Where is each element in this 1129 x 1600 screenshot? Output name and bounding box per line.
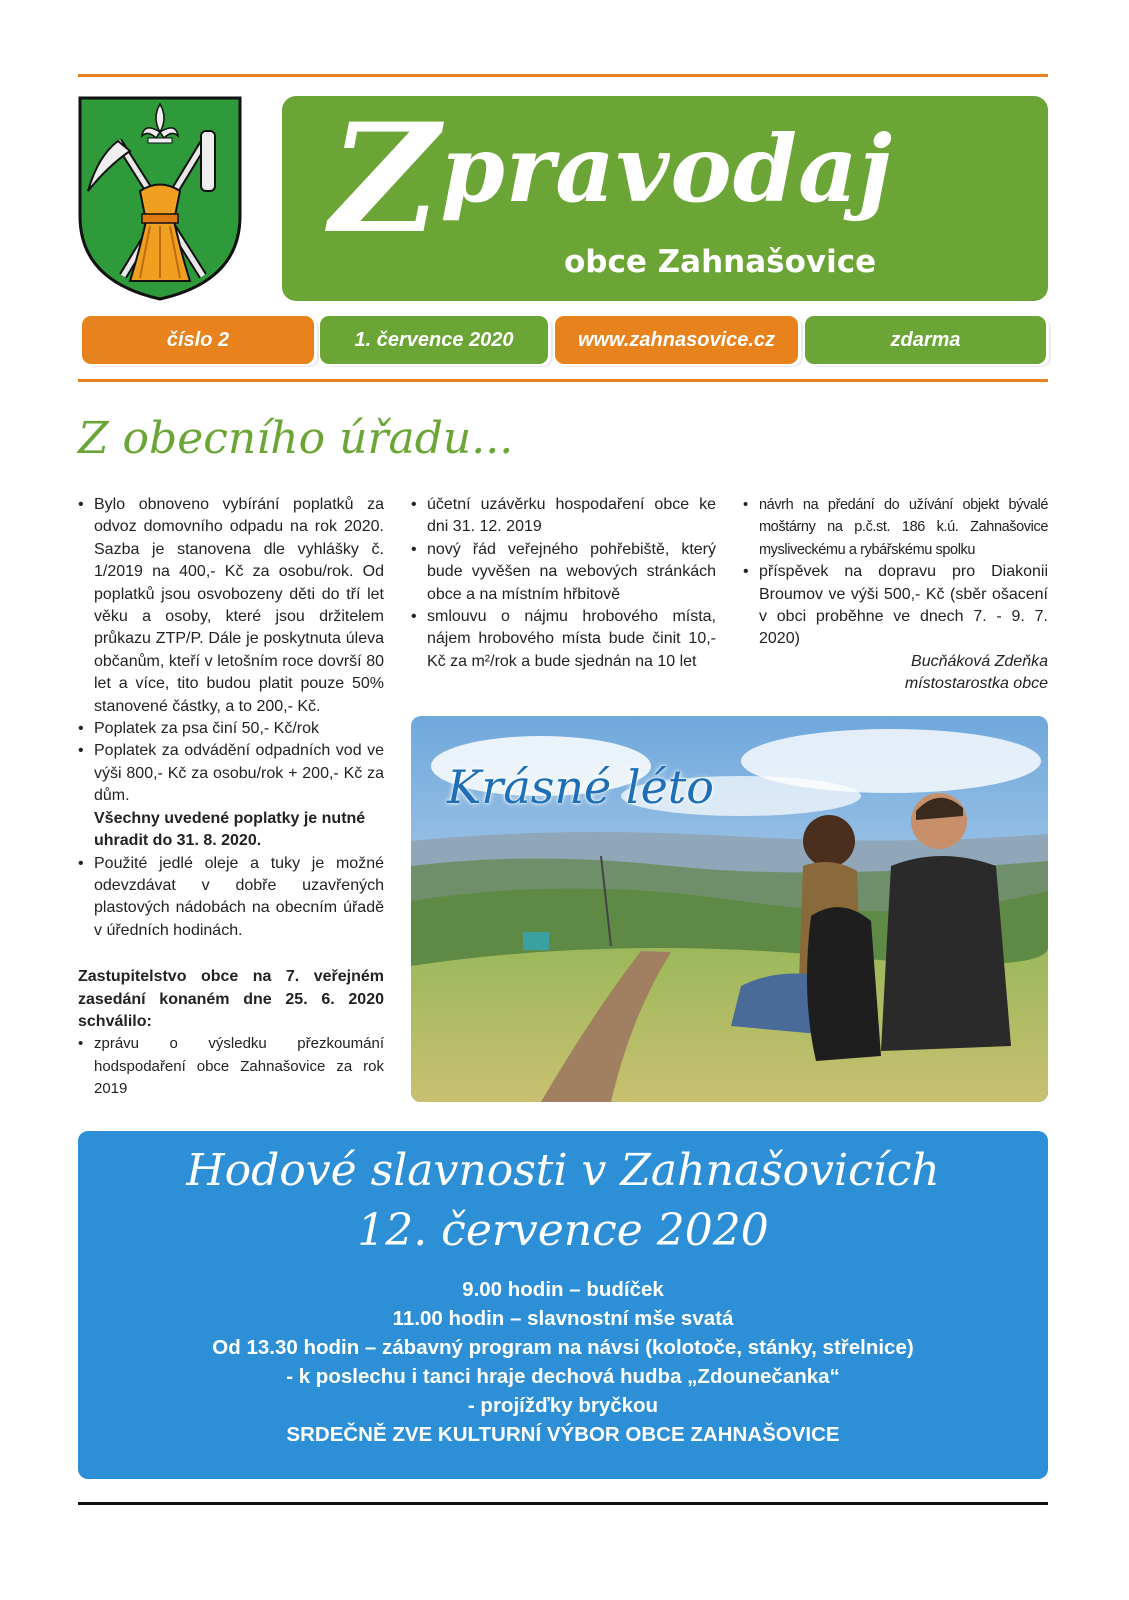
coat-of-arms-icon bbox=[78, 96, 242, 301]
signature-name: Bucňáková Zdeňka bbox=[911, 652, 1048, 670]
event-program-line: Od 13.30 hodin – zábavný program na návsi (kolotoče, stánky, střelnice) bbox=[212, 1336, 914, 1359]
list-item: • nový řád veřejného pohřebiště, který bude vyvěšen na webových stránkách obce a na místním hřbitově bbox=[411, 539, 716, 606]
header-divider bbox=[78, 379, 1048, 382]
title-rest: pravodaj bbox=[440, 115, 893, 223]
column-3 bbox=[743, 494, 1048, 696]
list-item: • Poplatek za odvádění odpadních vod ve výši 800,- Kč za osobu/rok + 200,- Kč za dům. bbox=[78, 740, 384, 807]
issue-number-badge: číslo 2 bbox=[82, 316, 314, 364]
column-2 bbox=[411, 494, 716, 673]
newsletter-subtitle: obce Zahnašovice bbox=[564, 244, 877, 280]
list-item: • Použité jedlé oleje a tuky je možné odevzdávat v dobře uzavřených plastových nádobách na obecním úřadě v úředních hodinách. bbox=[78, 853, 384, 943]
event-program-line: 9.00 hodin – budíček bbox=[462, 1278, 664, 1301]
list-item: • Poplatek za psa činí 50,- Kč/rok bbox=[78, 718, 384, 740]
list-item: • účetní uzávěrku hospodaření obce ke dni 31. 12. 2019 bbox=[411, 494, 716, 539]
list-item: • příspěvek na dopravu pro Diakonii Broumov ve výši 500,- Kč (sběr ošacení v obci proběhne ve dnech 7. - 9. 7. 2020) bbox=[743, 561, 1048, 651]
photo-caption: Krásné léto bbox=[447, 760, 714, 814]
website-link[interactable]: www.zahnasovice.cz bbox=[555, 316, 798, 364]
event-invitation: SRDEČNĚ ZVE KULTURNÍ VÝBOR OBCE ZAHNAŠOVICE bbox=[286, 1423, 840, 1446]
event-title: Hodové slavnosti v Zahnašovicích bbox=[186, 1145, 940, 1196]
event-date: 12. července 2020 bbox=[357, 1205, 769, 1256]
payment-deadline-note: Všechny uvedené poplatky je nutné uhradit do 31. 8. 2020. bbox=[94, 809, 366, 850]
event-program-line: - projížďky bryčkou bbox=[467, 1394, 659, 1417]
bottom-divider bbox=[78, 1502, 1048, 1505]
price-badge: zdarma bbox=[805, 316, 1046, 364]
event-announcement bbox=[78, 1131, 1048, 1479]
signature-role: místostarostka obce bbox=[904, 675, 1048, 693]
event-program-line: - k poslechu i tanci hraje dechová hudba „Zdounečanka“ bbox=[286, 1365, 840, 1388]
list-item: • návrh na předání do užívání objekt bývalé moštárny na p.č.st. 186 k.ú. Zahnašovice mysliveckému a rybářskému spolku bbox=[743, 494, 1048, 561]
list-item: • smlouvu o nájmu hrobového místa, nájem hrobového místa bude činit 10,- Kč za m²/rok a bude sjednán na 10 let bbox=[411, 606, 716, 673]
event-program-line: 11.00 hodin – slavnostní mše svatá bbox=[392, 1307, 734, 1330]
list-item: • Bylo obnoveno vybírání poplatků za odvoz domovního odpadu na rok 2020. Sazba je stanovena dle vyhlášky č. 1/2019 na 400,- Kč za osobu/rok. Od poplatků jsou osvobozeny děti do tří let věku a osoby, které jsou držitelem průkazu ZTP/P. Dále je poskytnuta úleva občanům, kteří v letošním roce dovrší 80 let a více, tito budou platit pouze 50% stanovené částky, a to 200,- Kč. bbox=[78, 494, 384, 718]
council-resolution-heading: Zastupitelstvo obce na 7. veřejném zasedání konaném dne 25. 6. 2020 schválilo: bbox=[78, 968, 384, 1030]
column-1 bbox=[78, 494, 384, 1101]
section-heading: Z obecního úřadu... bbox=[78, 413, 514, 464]
issue-date-badge: 1. července 2020 bbox=[320, 316, 548, 364]
title-initial: Z bbox=[330, 91, 441, 267]
top-divider bbox=[78, 74, 1048, 77]
list-item: • zprávu o výsledku přezkoumání hodspodaření obce Zahnašovice za rok 2019 bbox=[78, 1033, 384, 1100]
